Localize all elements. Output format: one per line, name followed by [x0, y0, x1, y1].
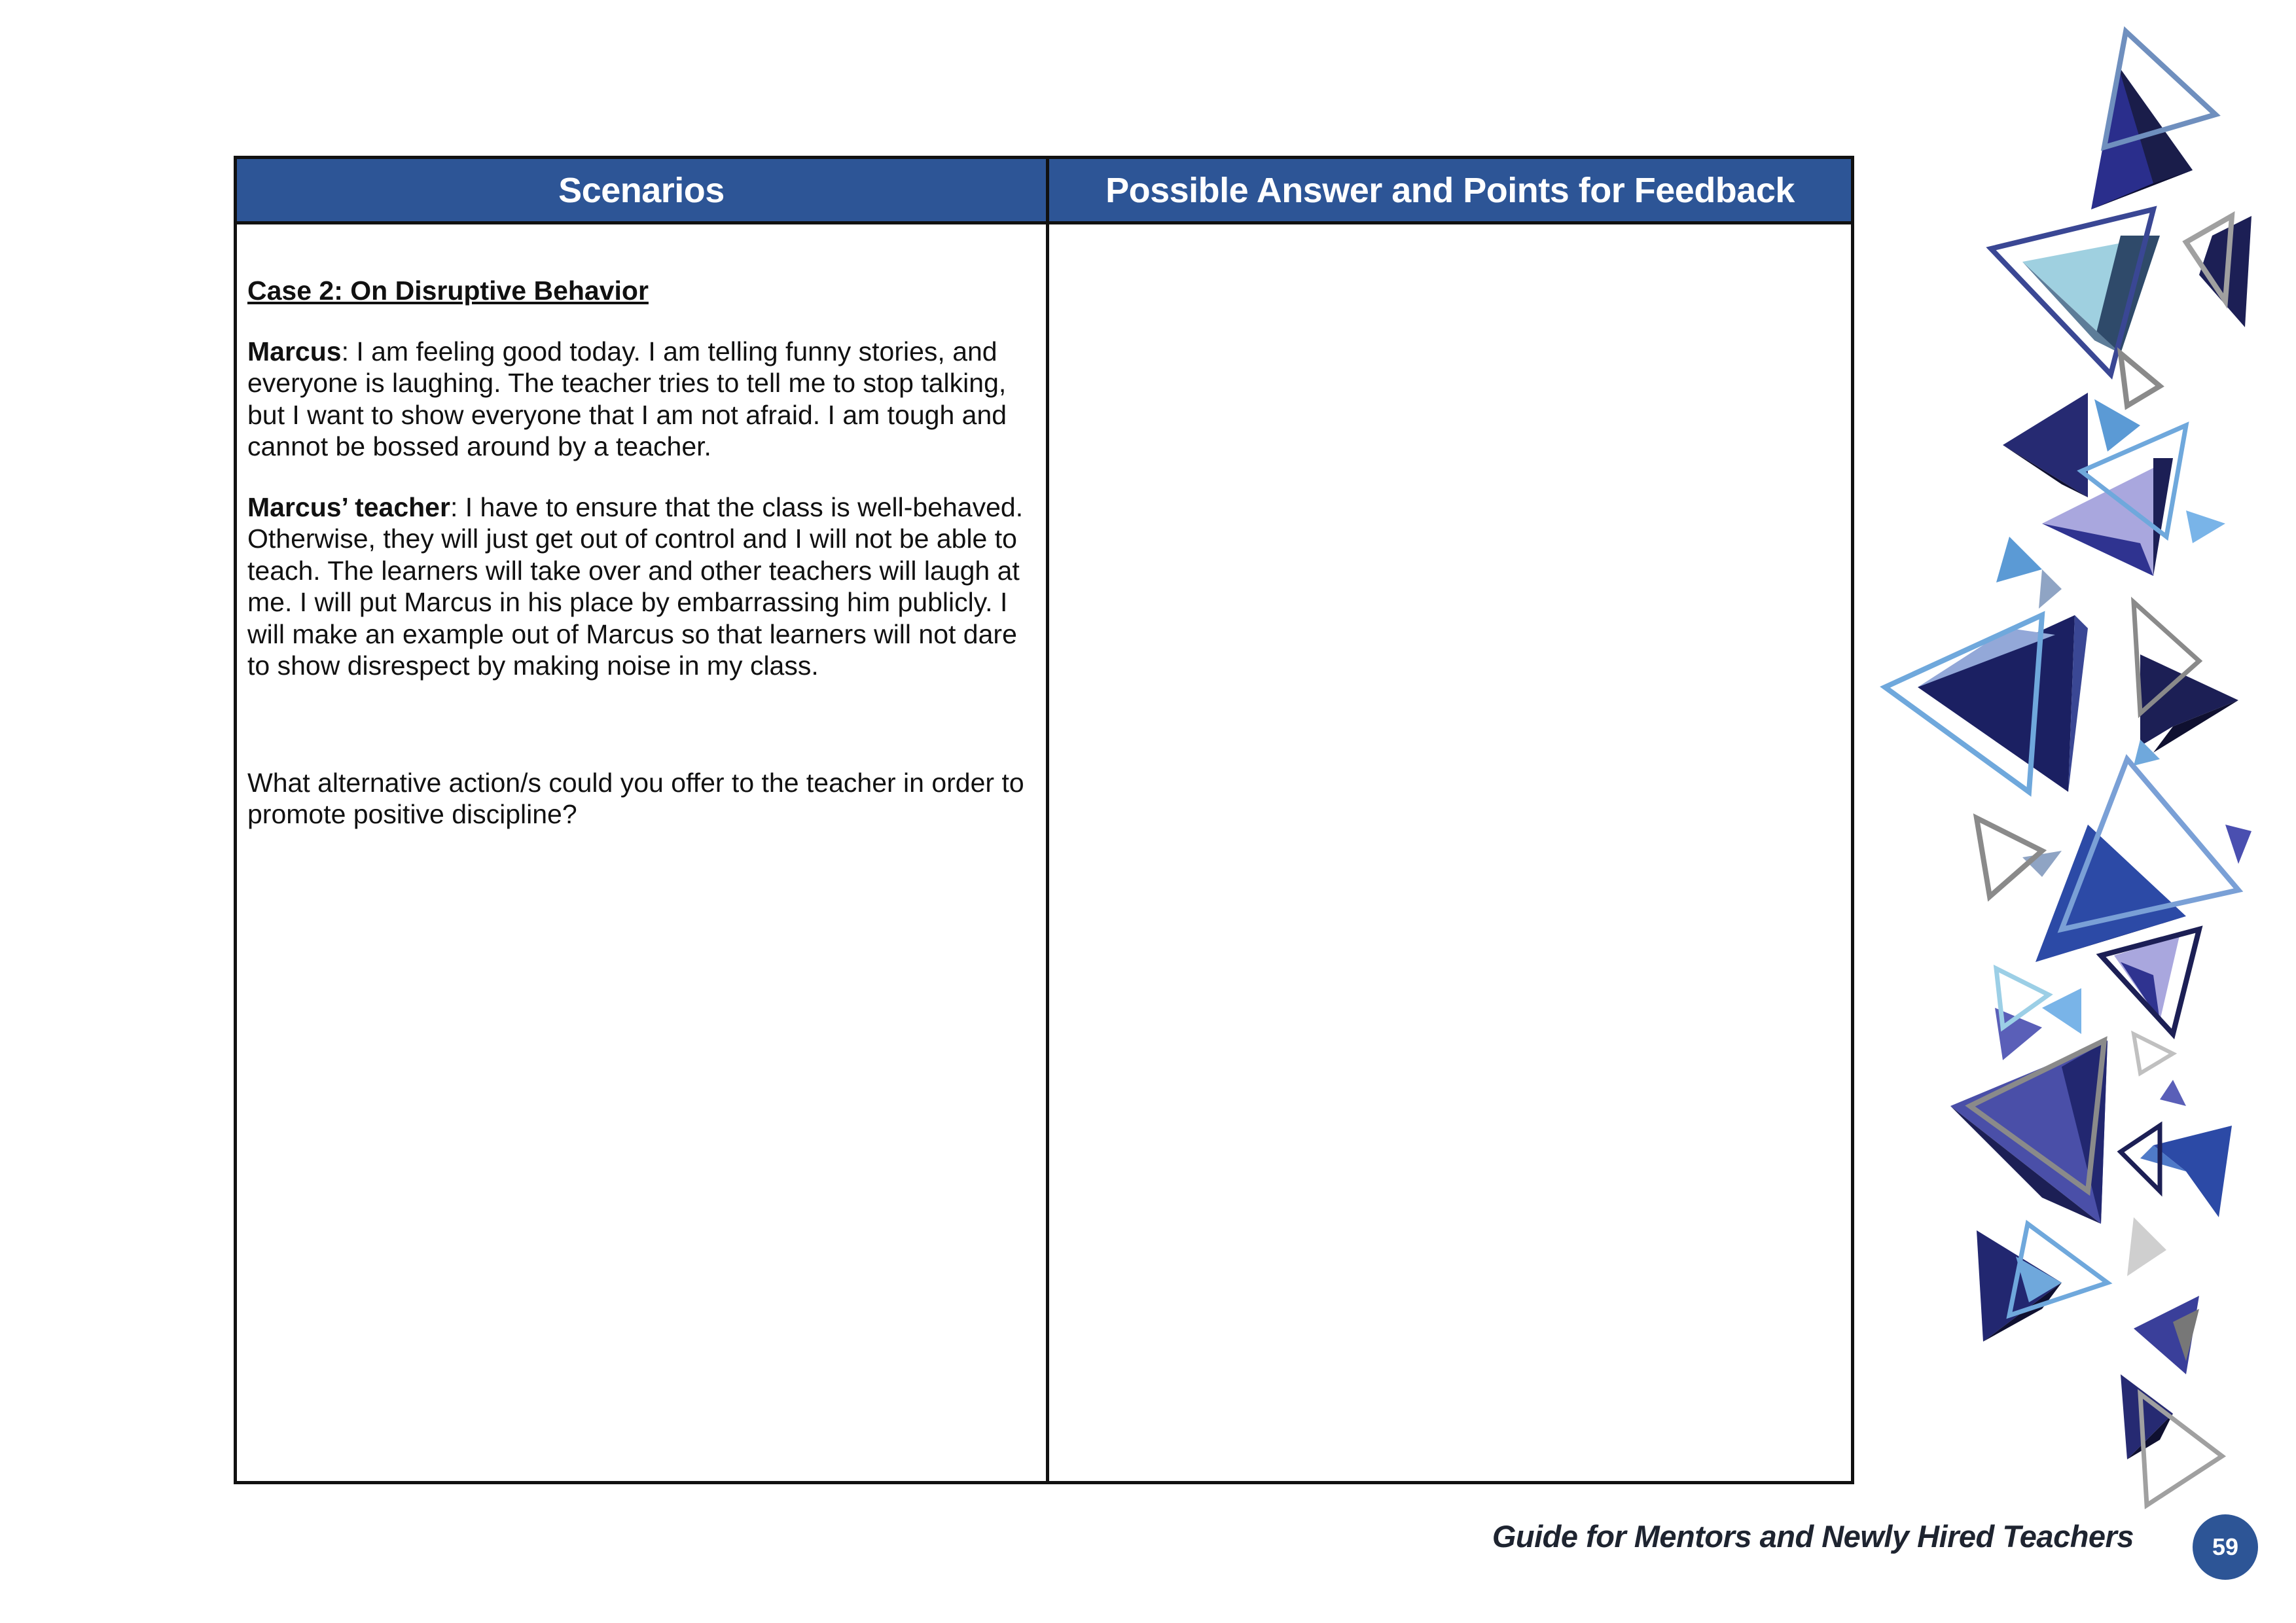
triangle-pattern-icon	[1846, 0, 2296, 1623]
teacher-text: : I have to ensure that the class is well-behaved. Otherwise, they will just get out of control and I will not be able to teach. The learners will take over and other teachers will laugh at me. I will put Marcus in his place by embarrassing him publicly. I will make an example out of Marcus so that learners will not dare to show disrespect by making noise in my class.	[247, 491, 1024, 681]
teacher-paragraph	[247, 491, 1033, 682]
page-number-badge: 59	[2193, 1514, 2258, 1580]
footer-title: Guide for Mentors and Newly Hired Teachers	[1492, 1519, 2134, 1554]
table-header-row	[237, 159, 1851, 224]
reflection-question: What alternative action/s could you offer to the teacher in order to promote positive discipline?	[247, 767, 1024, 829]
scenario-table	[234, 156, 1854, 1484]
scenario-cell	[247, 275, 1033, 859]
marcus-speaker: Marcus	[247, 336, 342, 366]
marcus-paragraph	[247, 336, 1033, 463]
header-possible-answer: Possible Answer and Points for Feedback	[1105, 170, 1795, 210]
header-scenarios: Scenarios	[558, 170, 725, 210]
marcus-text: : I am feeling good today. I am telling funny stories, and everyone is laughing. The teacher tries to tell me to stop talking, but I want to show everyone that I am not afraid. I am tough and cannot be bossed around by a teacher.	[247, 336, 1007, 461]
teacher-speaker: Marcus’ teacher	[247, 491, 450, 522]
answer-cell[interactable]	[1049, 224, 1851, 1481]
case-title: Case 2: On Disruptive Behavior	[247, 276, 649, 306]
